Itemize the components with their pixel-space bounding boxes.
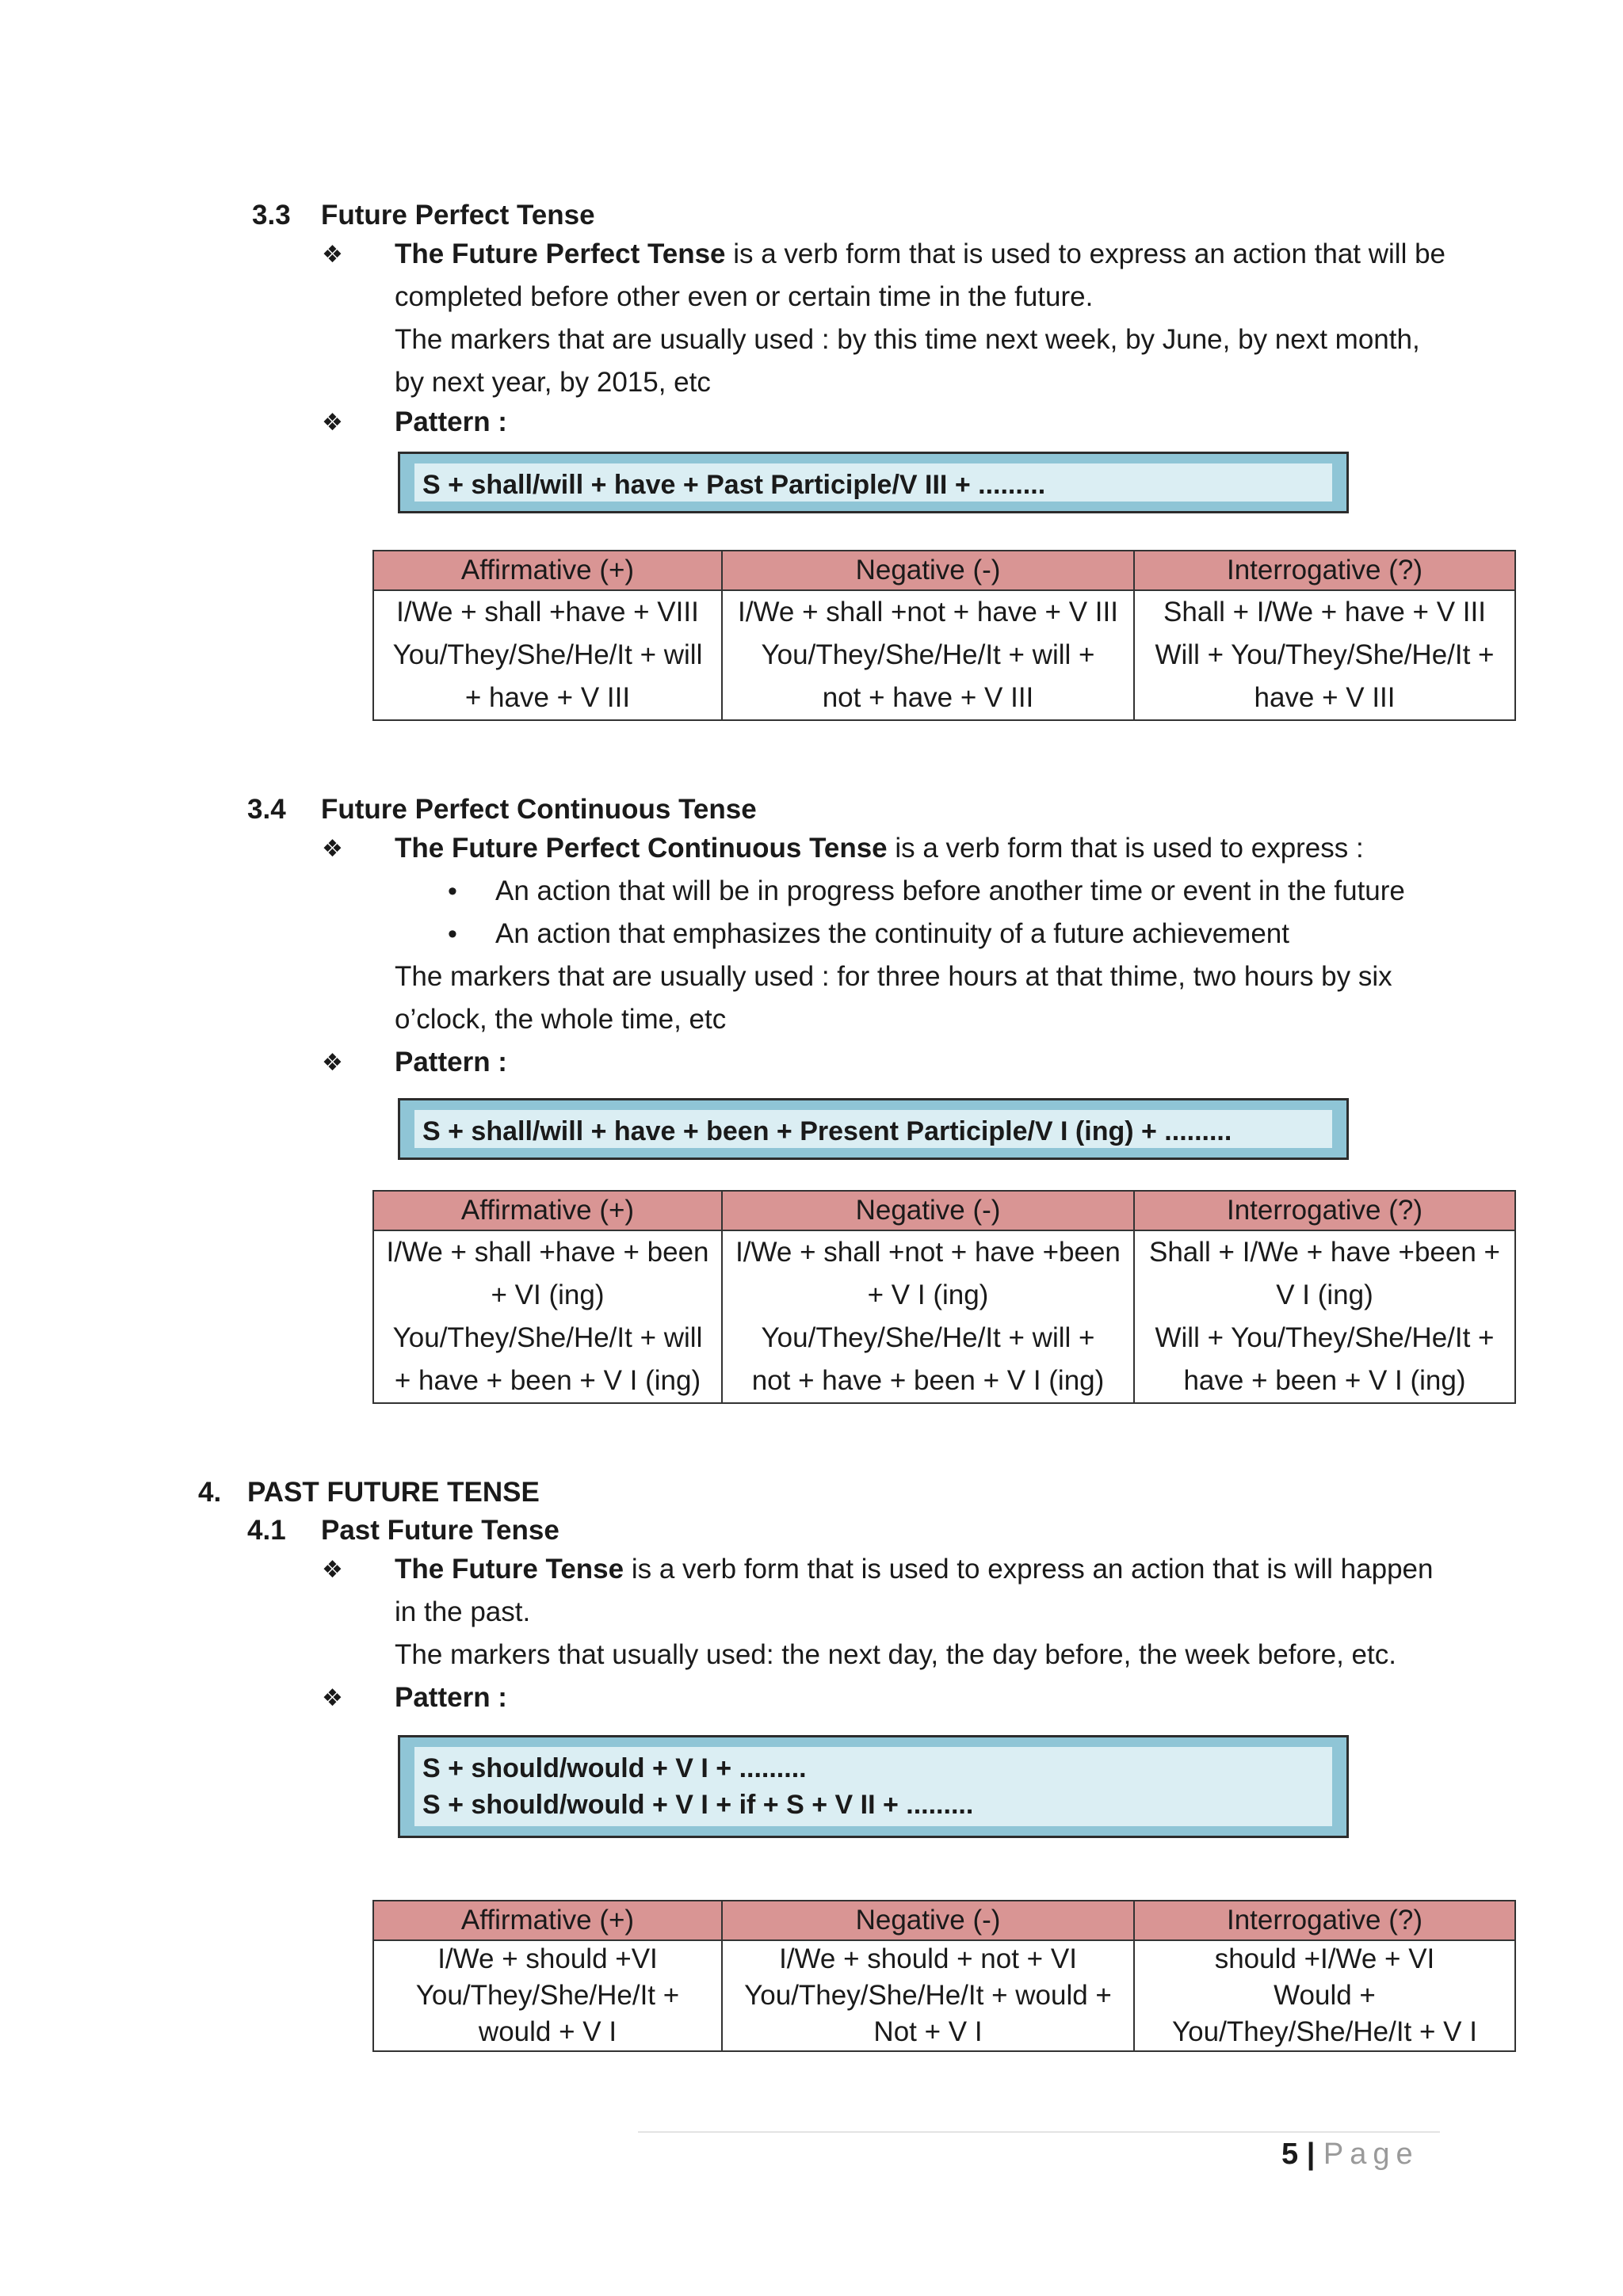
header-affirmative: Affirmative (+)	[373, 551, 722, 590]
negative-cell	[722, 590, 1134, 720]
section-4-number: 4.	[198, 1477, 222, 1508]
section-3-4-definition	[395, 827, 1364, 870]
interrogative-cell	[1134, 1230, 1515, 1403]
cell-line: Would +	[1274, 1980, 1376, 2011]
definition-text-2: completed before other even or certain time in the future.	[395, 281, 1094, 312]
diamond-bullet-icon: ❖	[322, 1557, 343, 1583]
conjugation-table	[372, 1190, 1516, 1404]
cell-line: Shall + I/We + have + V III	[1163, 597, 1486, 627]
markers-text-2: o’clock, the whole time, etc	[395, 1004, 727, 1035]
cell-line: I/We + should + not + VI	[779, 1943, 1077, 1974]
diamond-bullet-icon: ❖	[322, 1685, 343, 1711]
pattern-box	[398, 1098, 1349, 1160]
diamond-bullet-icon: ❖	[322, 836, 343, 862]
cell-line: I/We + shall +have + VIII	[396, 597, 699, 627]
cell-line: You/They/She/He/It + will	[392, 1322, 703, 1353]
header-interrogative: Interrogative (?)	[1134, 1191, 1515, 1230]
bullet-list	[448, 870, 1405, 955]
markers-text-2: by next year, by 2015, etc	[395, 367, 711, 398]
cell-line: Will + You/They/She/He/It +	[1155, 639, 1495, 670]
affirmative-cell	[373, 590, 722, 720]
definition-term: The Future Tense	[395, 1554, 624, 1585]
list-item: • An action that emphasizes the continuity of a future achievement	[448, 913, 1405, 955]
markers-text-1: The markers that are usually used : by this time next week, by June, by next month,	[395, 324, 1420, 355]
pattern-formula	[414, 1747, 1332, 1826]
cell-line: Will + You/They/She/He/It +	[1155, 1322, 1495, 1353]
cell-line: + have + been + V I (ing)	[394, 1365, 701, 1396]
section-4-1-number: 4.1	[247, 1515, 286, 1546]
interrogative-cell	[1134, 1940, 1515, 2051]
pattern-line: S + shall/will + have + Past Participle/V III + .........	[422, 470, 1046, 500]
cell-line: You/They/She/He/It + will +	[761, 1322, 1095, 1353]
header-affirmative: Affirmative (+)	[373, 1901, 722, 1940]
section-3-3-definition	[395, 233, 1445, 404]
pattern-line: S + should/would + V I + if + S + V II + .........	[422, 1790, 974, 1820]
section-3-3-number: 3.3	[252, 200, 291, 231]
diamond-bullet-icon: ❖	[322, 1050, 343, 1076]
cell-line: You/They/She/He/It + will	[392, 639, 703, 670]
pattern-box	[398, 452, 1349, 513]
pattern-line: S + should/would + V I + .........	[422, 1753, 807, 1783]
cell-line: + V I (ing)	[867, 1280, 989, 1310]
pattern-line: S + shall/will + have + been + Present Participle/V I (ing) + .........	[422, 1116, 1232, 1146]
interrogative-cell	[1134, 590, 1515, 720]
cell-line: should +I/We + VI	[1214, 1943, 1435, 1974]
definition-term: The Future Perfect Tense	[395, 238, 726, 269]
section-4-1-title: Past Future Tense	[321, 1515, 559, 1546]
diamond-bullet-icon: ❖	[322, 410, 343, 436]
definition-text-2: in the past.	[395, 1596, 531, 1627]
header-interrogative: Interrogative (?)	[1134, 551, 1515, 590]
markers-text-1: The markers that usually used: the next day, the day before, the week before, etc.	[395, 1639, 1396, 1670]
diamond-bullet-icon: ❖	[322, 242, 343, 268]
definition-text: is a verb form that is used to express an action that is will happen	[624, 1554, 1434, 1585]
page-number: 5	[1281, 2138, 1299, 2171]
cell-line: I/We + shall +have + been	[386, 1237, 709, 1268]
definition-term: The Future Perfect Continuous Tense	[395, 833, 888, 864]
pattern-formula	[414, 1110, 1332, 1148]
pattern-label: Pattern :	[395, 1047, 507, 1077]
cell-line: You/They/She/He/It + V I	[1172, 2016, 1477, 2047]
cell-line: + VI (ing)	[491, 1280, 605, 1310]
section-3-4-title: Future Perfect Continuous Tense	[321, 794, 757, 825]
cell-line: have + been + V I (ing)	[1183, 1365, 1466, 1396]
conjugation-table	[372, 550, 1516, 721]
cell-line: I/We + should +VI	[437, 1943, 658, 1974]
negative-cell	[722, 1230, 1134, 1403]
footer-rule	[638, 2131, 1440, 2133]
section-4-1-definition	[395, 1548, 1433, 1676]
header-interrogative: Interrogative (?)	[1134, 1901, 1515, 1940]
cell-line: You/They/She/He/It + will +	[761, 639, 1095, 670]
pattern-label: Pattern :	[395, 406, 507, 437]
markers-text-1: The markers that are usually used : for three hours at that thime, two hours by six	[395, 961, 1392, 992]
section-3-4-number: 3.4	[247, 794, 286, 825]
cell-line: I/We + shall +not + have + V III	[738, 597, 1118, 627]
page-footer	[1281, 2138, 1419, 2172]
header-negative: Negative (-)	[722, 1901, 1134, 1940]
negative-cell	[722, 1940, 1134, 2051]
header-affirmative: Affirmative (+)	[373, 1191, 722, 1230]
cell-line: Shall + I/We + have +been +	[1148, 1237, 1500, 1268]
footer-separator: |	[1306, 2138, 1316, 2171]
cell-line: would + V I	[478, 2016, 617, 2047]
cell-line: Not + V I	[873, 2016, 983, 2047]
definition-text: is a verb form that is used to express :	[887, 833, 1364, 864]
pattern-formula	[414, 463, 1332, 502]
cell-line: + have + V III	[464, 682, 631, 713]
cell-line: I/We + shall +not + have +been	[735, 1237, 1121, 1268]
cell-line: You/They/She/He/It + would +	[744, 1980, 1112, 2011]
cell-line: not + have + been + V I (ing)	[751, 1365, 1105, 1396]
section-4-title: PAST FUTURE TENSE	[247, 1477, 540, 1508]
pattern-box	[398, 1735, 1349, 1838]
cell-line: have + V III	[1254, 682, 1396, 713]
cell-line: V I (ing)	[1276, 1280, 1373, 1310]
header-negative: Negative (-)	[722, 1191, 1134, 1230]
page-label: Page	[1323, 2138, 1419, 2171]
conjugation-table	[372, 1900, 1516, 2052]
cell-line: You/They/She/He/It +	[415, 1980, 680, 2011]
header-negative: Negative (-)	[722, 551, 1134, 590]
section-3-3-title: Future Perfect Tense	[321, 200, 595, 231]
cell-line: not + have + V III	[822, 682, 1034, 713]
section-3-4-markers	[395, 955, 1392, 1041]
pattern-label: Pattern :	[395, 1682, 507, 1713]
definition-text: is a verb form that is used to express an action that will be	[725, 238, 1446, 269]
affirmative-cell	[373, 1230, 722, 1403]
affirmative-cell	[373, 1940, 722, 2051]
list-item: • An action that will be in progress before another time or event in the future	[448, 870, 1405, 913]
